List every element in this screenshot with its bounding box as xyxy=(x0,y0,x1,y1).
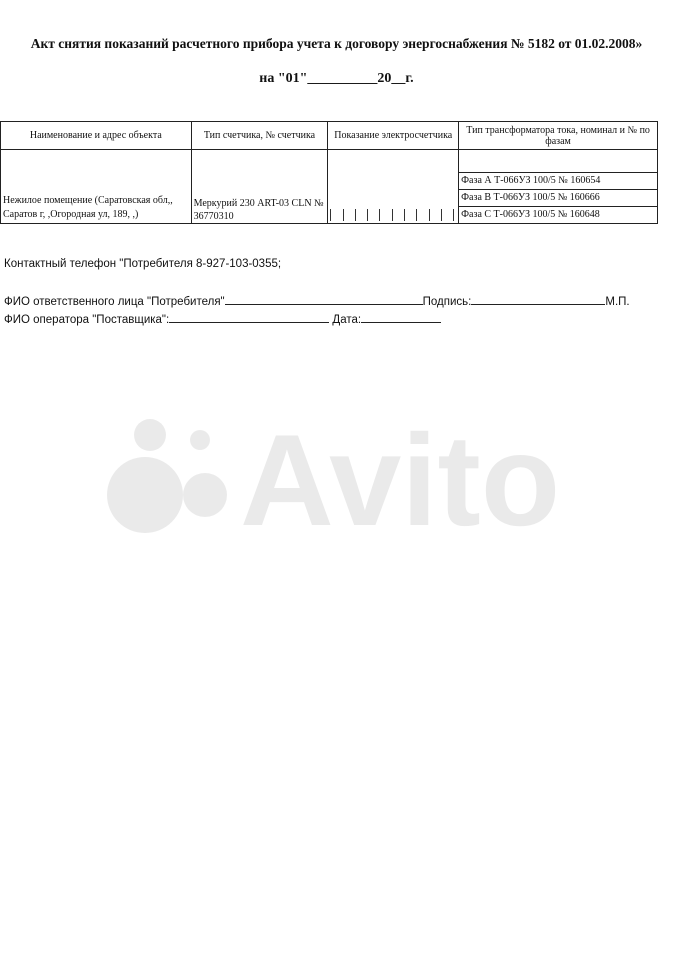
phone-label: Контактный телефон "Потребителя xyxy=(4,258,193,270)
operator-blank xyxy=(169,310,329,323)
watermark-text: Avito xyxy=(240,407,561,550)
table-row xyxy=(1,150,658,224)
reading-digit-boxes xyxy=(330,209,454,221)
phone-value: 8-927-103-0355; xyxy=(196,258,282,270)
header-transformer: Тип трансформатора тока, номинал и № по фазам xyxy=(459,122,658,150)
signature-label: Подпись: xyxy=(422,296,472,308)
object-address: Нежилое помещение (Саратовская обл,, Саратов г, ,Огородная ул, 189, ,) xyxy=(1,150,192,224)
meter-info: Меркурий 230 ART-03 CLN № 36770310 xyxy=(191,150,328,224)
responsible-blank xyxy=(225,292,423,305)
date-line: на "01"__________20__г. xyxy=(259,71,414,86)
operator-line xyxy=(4,310,441,326)
responsible-label: ФИО ответственного лица "Потребителя" xyxy=(4,296,225,308)
header-meter: Тип счетчика, № счетчика xyxy=(191,122,328,150)
date-label: Дата: xyxy=(332,314,362,326)
stamp-label: М.П. xyxy=(605,296,630,308)
operator-label: ФИО оператора "Поставщика": xyxy=(4,314,170,326)
date-blank xyxy=(361,310,441,323)
readings-table xyxy=(0,121,658,224)
phase-b: Фаза В Т-066УЗ 100/5 № 160666 xyxy=(459,189,657,206)
phase-a: Фаза А Т-066УЗ 100/5 № 160654 xyxy=(459,172,657,189)
avito-watermark xyxy=(100,400,600,550)
phases-cell xyxy=(459,150,658,224)
header-reading: Показание электросчетчика xyxy=(328,122,459,150)
responsible-line xyxy=(4,292,630,308)
phase-c: Фаза С Т-066УЗ 100/5 № 160648 xyxy=(459,206,657,223)
document-title: Акт снятия показаний расчетного прибора учета к договору энергоснабжения № 5182 от 01.02.2008» xyxy=(30,36,643,51)
signature-blank xyxy=(471,292,605,305)
header-object: Наименование и адрес объекта xyxy=(1,122,192,150)
reading-cell xyxy=(328,150,459,224)
phone-line xyxy=(4,258,281,270)
table-header-row xyxy=(1,122,658,150)
avito-logo-dots-icon xyxy=(107,419,227,533)
